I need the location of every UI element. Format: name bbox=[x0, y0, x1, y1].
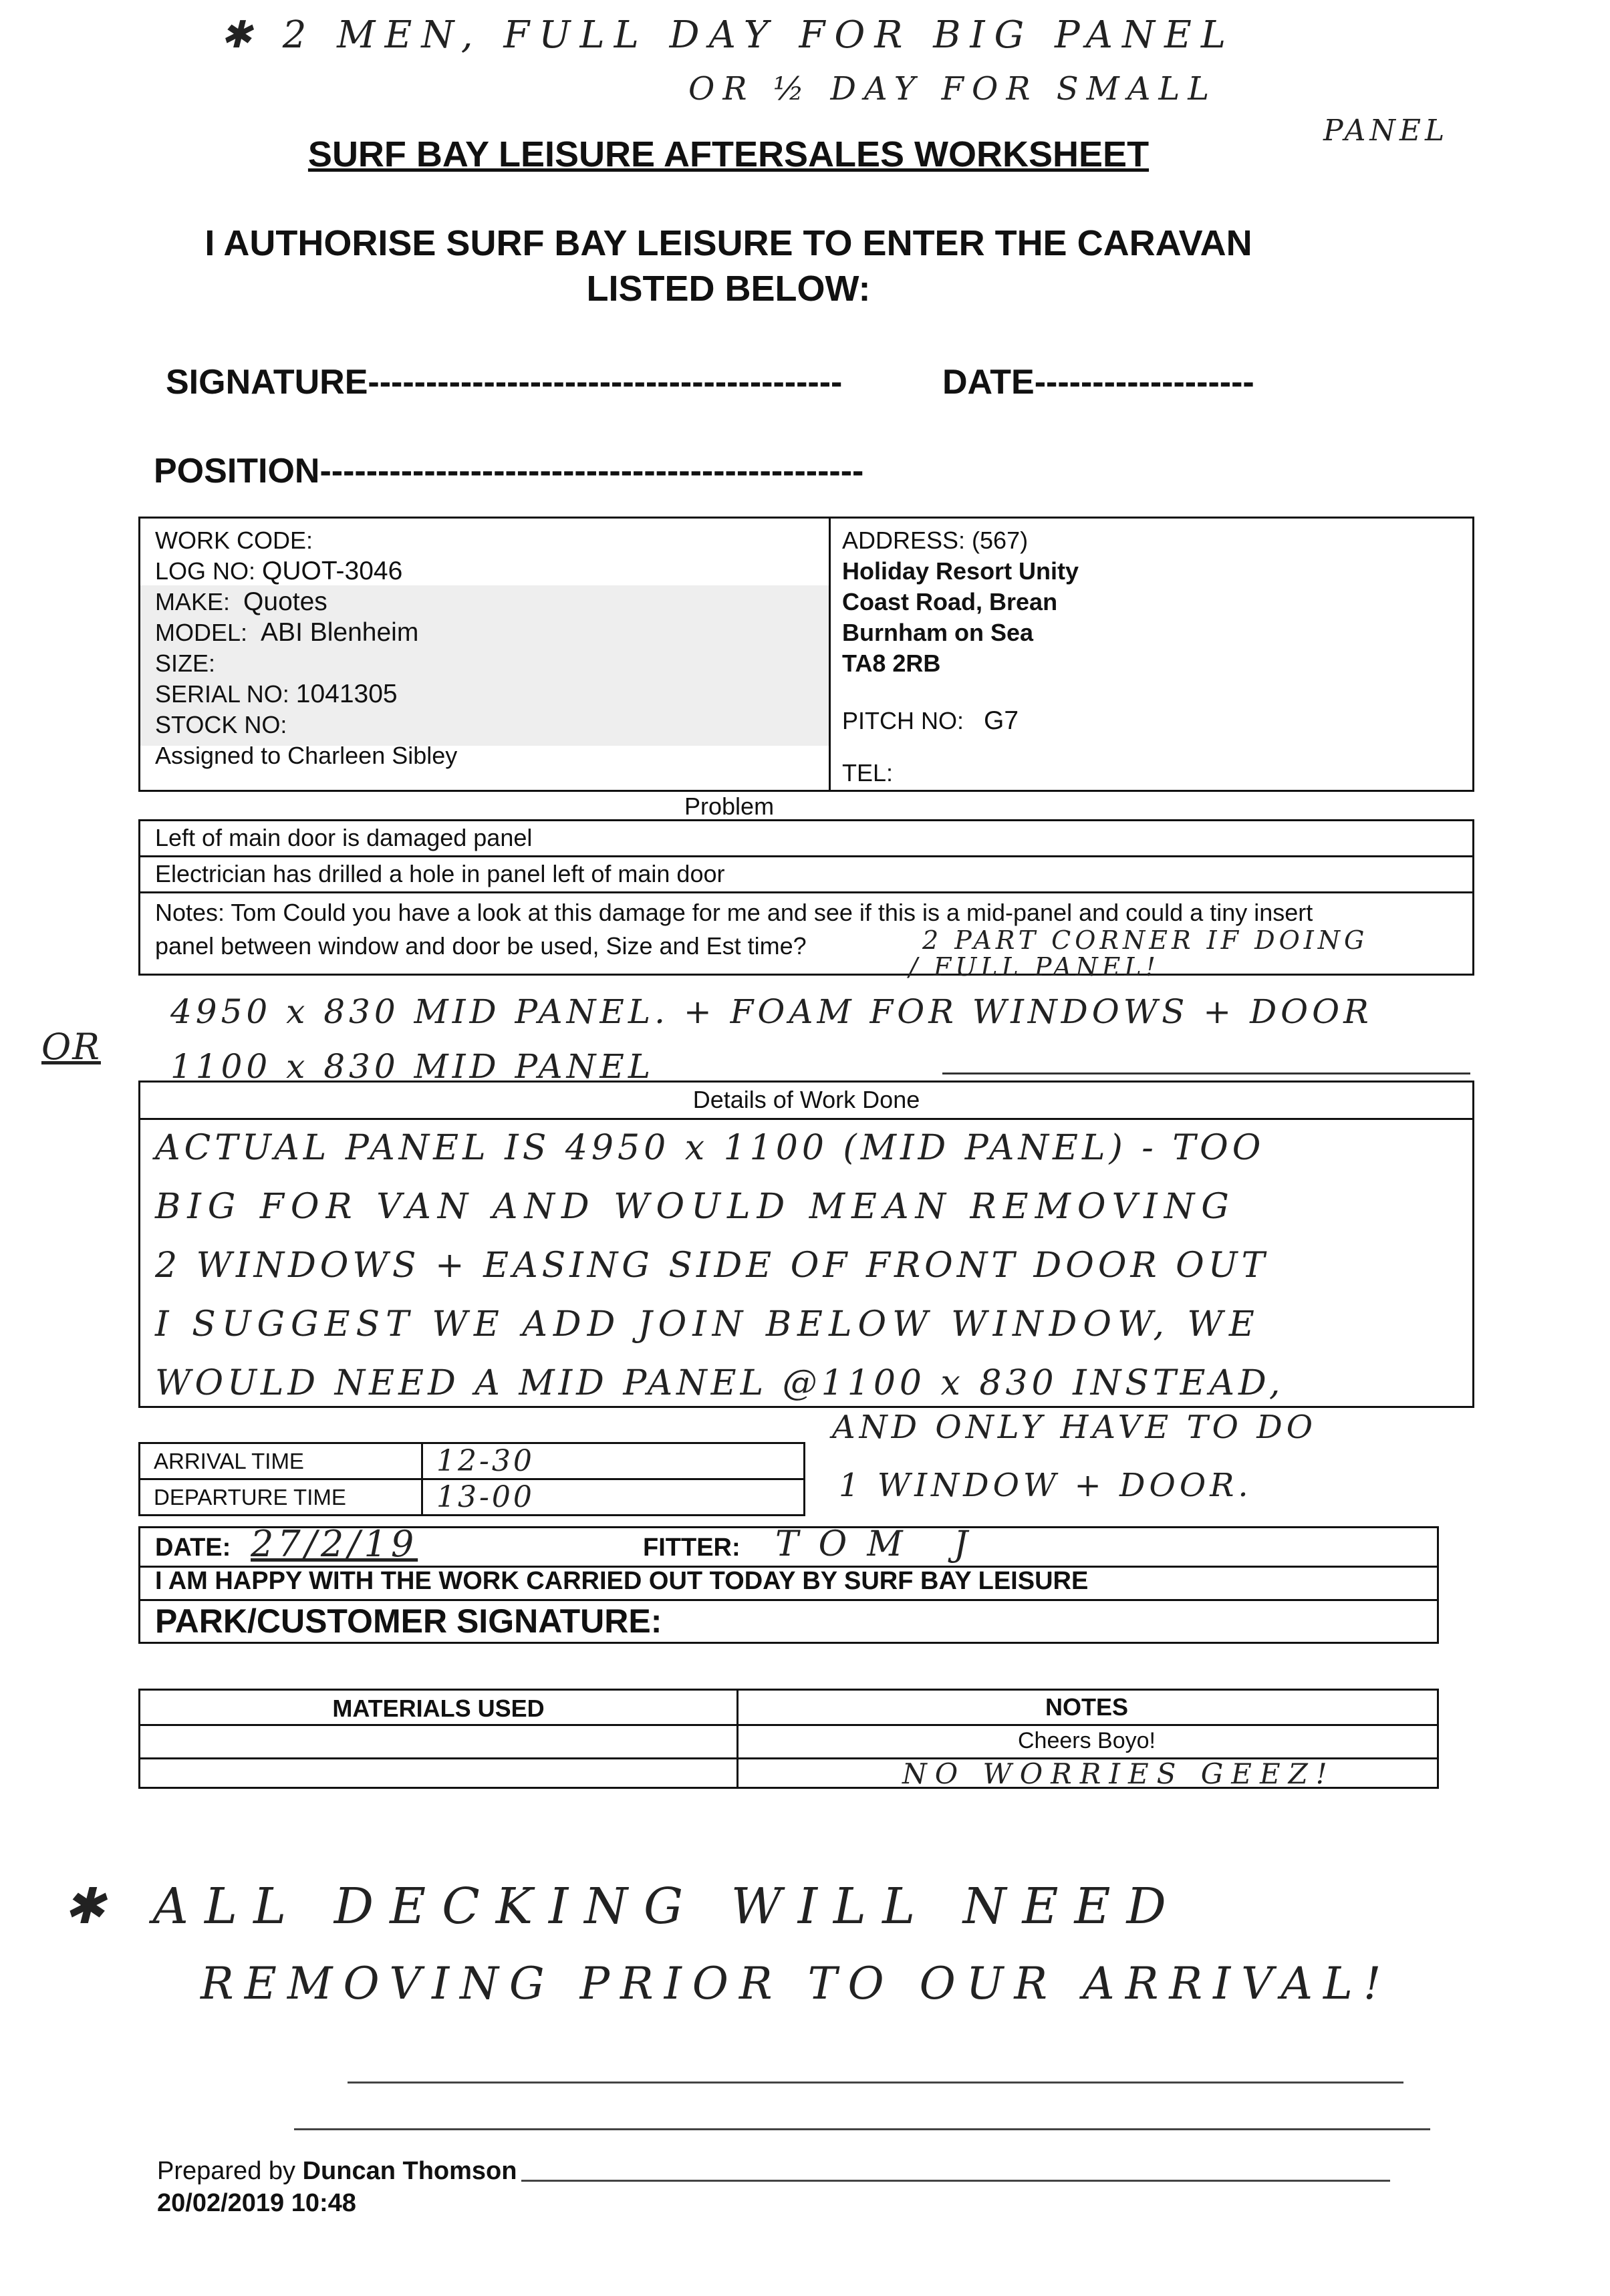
handwritten-corner-note-2: / FULL PANEL! bbox=[909, 952, 1160, 982]
fitter-label: FITTER: bbox=[643, 1534, 741, 1562]
model-value: ABI Blenheim bbox=[261, 618, 419, 647]
prepared-by-label: Prepared by bbox=[157, 2157, 296, 2185]
problem-line-1: Left of main door is damaged panel bbox=[140, 821, 1472, 857]
address-line-2: Coast Road, Brean bbox=[842, 588, 1058, 615]
problem-notes-line-1: Notes: Tom Could you have a look at this damage for me and see if this is a mid-panel and could a tiny insert bbox=[155, 899, 1313, 926]
departure-time-label: DEPARTURE TIME bbox=[140, 1479, 422, 1516]
park-customer-signature-field[interactable]: PARK/CUSTOMER SIGNATURE: bbox=[155, 1602, 662, 1640]
problem-notes-line-2: panel between window and door be used, Size and Est time? bbox=[155, 932, 807, 960]
notes-value: Cheers Boyo! bbox=[1018, 1728, 1156, 1753]
address-label: ADDRESS: (567) bbox=[842, 527, 1029, 554]
fitter-value[interactable]: TOM J bbox=[775, 1524, 988, 1564]
log-no-label: LOG NO: bbox=[155, 557, 256, 585]
signoff-date-value[interactable]: 27/2/19 bbox=[251, 1523, 418, 1565]
date-field[interactable]: DATE------------------- bbox=[942, 363, 1254, 402]
handwritten-or: OR bbox=[41, 1026, 101, 1068]
prepared-by bbox=[157, 2157, 517, 2186]
materials-used-heading: MATERIALS USED bbox=[332, 1695, 545, 1722]
handwritten-corner-note-1: 2 PART CORNER IF DOING bbox=[922, 925, 1369, 955]
address-line-1: Holiday Resort Unity bbox=[842, 557, 1079, 585]
work-done-line-2: BIG FOR VAN AND WOULD MEAN REMOVING bbox=[155, 1187, 1236, 1227]
handwritten-line-3 bbox=[521, 2180, 1390, 2182]
size-label: SIZE: bbox=[155, 650, 216, 677]
stock-no-label: STOCK NO: bbox=[155, 711, 287, 738]
materials-notes-table bbox=[138, 1689, 1439, 1789]
address-line-4: TA8 2RB bbox=[842, 650, 941, 677]
caravan-details-box bbox=[138, 517, 1474, 792]
notes-reply: NO WORRIES GEEZ! bbox=[902, 1757, 1335, 1790]
departure-time-value[interactable]: 13-00 bbox=[422, 1479, 805, 1516]
tel-label: TEL: bbox=[842, 759, 894, 786]
authorisation-line1: I AUTHORISE SURF BAY LEISURE TO ENTER THE CARAVAN bbox=[205, 223, 1252, 263]
address-line-3: Burnham on Sea bbox=[842, 619, 1034, 646]
model-label: MODEL: bbox=[155, 619, 248, 646]
times-table bbox=[138, 1442, 805, 1516]
handwritten-decking-note-1: ✱ ALL DECKING WILL NEED bbox=[63, 1878, 1182, 1935]
make-label: MAKE: bbox=[155, 588, 231, 615]
work-done-line-3: 2 WINDOWS + EASING SIDE OF FRONT DOOR OUT bbox=[155, 1246, 1269, 1286]
log-no-value: QUOT-3046 bbox=[262, 557, 403, 585]
work-done-line-1: ACTUAL PANEL IS 4950 x 1100 (MID PANEL) - TOO bbox=[155, 1128, 1265, 1168]
handwritten-decking-note-2: REMOVING PRIOR TO OUR ARRIVAL! bbox=[200, 1958, 1392, 2009]
assigned-to: Assigned to Charleen Sibley bbox=[155, 742, 458, 769]
handwritten-line-2 bbox=[294, 2128, 1430, 2130]
problem-line-2: Electrician has drilled a hole in panel left of main door bbox=[140, 857, 1472, 893]
signature-field[interactable]: SIGNATURE----------------------------------------- bbox=[166, 363, 843, 402]
authorisation-line2: LISTED BELOW: bbox=[586, 269, 871, 309]
handwritten-top-note-line3: PANEL bbox=[1323, 114, 1449, 148]
authorisation-text bbox=[0, 221, 1457, 311]
handwritten-line-1 bbox=[348, 2082, 1403, 2084]
serial-no-value: 1041305 bbox=[295, 680, 398, 708]
problem-heading: Problem bbox=[684, 793, 775, 820]
arrival-time-label: ARRIVAL TIME bbox=[140, 1443, 422, 1479]
handwritten-top-note-line1: ✱ 2 MEN, FULL DAY FOR BIG PANEL bbox=[221, 13, 1236, 57]
work-done-extra-2: 1 WINDOW + DOOR. bbox=[839, 1467, 1252, 1504]
arrival-time-value[interactable]: 12-30 bbox=[422, 1443, 805, 1479]
pitch-no-label: PITCH NO: bbox=[842, 707, 964, 734]
handwritten-measure-2: 1100 x 830 MID PANEL bbox=[170, 1047, 655, 1086]
serial-no-label: SERIAL NO: bbox=[155, 680, 289, 708]
handwritten-top-note-line2: OR ½ DAY FOR SMALL bbox=[688, 70, 1218, 108]
prepared-by-name: Duncan Thomson bbox=[302, 2157, 517, 2185]
make-value: Quotes bbox=[243, 587, 327, 616]
pitch-no-value: G7 bbox=[984, 706, 1019, 735]
worksheet-title: SURF BAY LEISURE AFTERSALES WORKSHEET bbox=[307, 134, 1150, 174]
work-done-heading: Details of Work Done bbox=[140, 1083, 1472, 1120]
signoff-box bbox=[138, 1523, 1439, 1644]
position-field[interactable]: POSITION----------------------------------------------- bbox=[154, 452, 864, 490]
handwritten-underline bbox=[942, 1072, 1470, 1074]
work-done-line-5: WOULD NEED A MID PANEL @1100 x 830 INSTEAD, bbox=[155, 1363, 1285, 1403]
work-done-extra-1: AND ONLY HAVE TO DO bbox=[832, 1409, 1317, 1446]
happy-statement: I AM HAPPY WITH THE WORK CARRIED OUT TODAY BY SURF BAY LEISURE bbox=[155, 1567, 1089, 1595]
work-code-label: WORK CODE: bbox=[155, 527, 313, 554]
notes-heading: NOTES bbox=[1045, 1693, 1128, 1721]
work-done-line-4: I SUGGEST WE ADD JOIN BELOW WINDOW, WE bbox=[155, 1304, 1260, 1344]
signoff-date-label: DATE: bbox=[155, 1534, 231, 1562]
handwritten-measure-1: 4950 x 830 MID PANEL. + FOAM FOR WINDOWS + DOOR bbox=[170, 992, 1373, 1031]
prepared-timestamp: 20/02/2019 10:48 bbox=[157, 2189, 356, 2217]
